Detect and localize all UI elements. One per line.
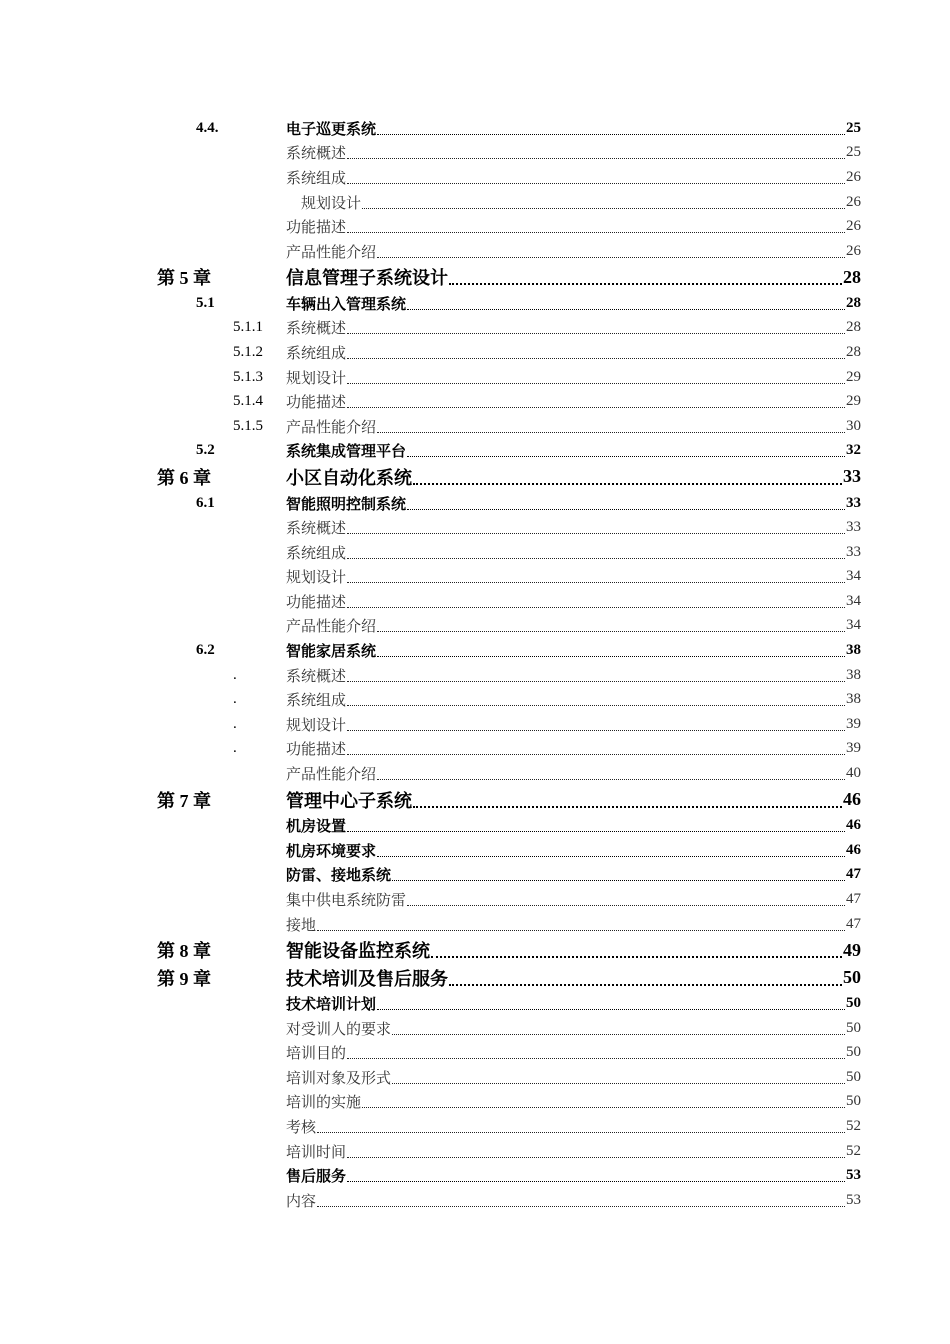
- toc-entry[interactable]: [0, 687, 950, 712]
- toc-entry-page-number: 53: [846, 1191, 861, 1208]
- toc-entry-title: 系统概述: [286, 146, 347, 163]
- toc-entry-line: [286, 863, 861, 888]
- dot-leader: [413, 806, 842, 808]
- toc-entry[interactable]: [0, 463, 950, 491]
- toc-entry-title: 培训目的: [286, 1046, 347, 1063]
- toc-entry-title: 功能描述: [286, 594, 347, 611]
- toc-entry-number: 5.1.5: [233, 417, 263, 434]
- toc-entry[interactable]: [0, 165, 950, 190]
- toc-entry-number: 6.1: [196, 494, 215, 511]
- toc-entry-number: 5.1.4: [233, 393, 263, 410]
- dot-leader: [377, 856, 845, 857]
- dot-leader: [392, 1034, 845, 1035]
- toc-entry-page-number: 38: [846, 666, 861, 683]
- toc-entry-number: 第 5 章: [157, 268, 211, 289]
- toc-entry-page-number: 34: [846, 592, 861, 609]
- toc-entry-page-number: 26: [846, 242, 861, 259]
- dot-leader: [347, 358, 845, 359]
- toc-entry-title: 系统组成: [286, 170, 347, 187]
- toc-entry-number: 5.1.1: [233, 319, 263, 336]
- toc-entry-title: 集中供电系统防雷: [286, 892, 407, 909]
- toc-entry-page-number: 47: [846, 890, 861, 907]
- toc-entry-title: 功能描述: [286, 395, 347, 412]
- toc-entry-number: 5.1.2: [233, 344, 263, 361]
- toc-entry-line: [286, 389, 861, 414]
- toc-entry-line: [286, 1041, 861, 1066]
- toc-entry-line: [286, 638, 861, 663]
- dot-leader: [347, 607, 845, 608]
- toc-entry[interactable]: [0, 991, 950, 1016]
- toc-entry-page-number: 28: [846, 344, 861, 361]
- toc-entry[interactable]: [0, 141, 950, 166]
- toc-entry[interactable]: [0, 365, 950, 390]
- table-of-contents: [0, 116, 950, 1213]
- toc-entry-page-number: 47: [846, 915, 861, 932]
- dot-leader: [392, 880, 845, 881]
- toc-entry-page-number: 50: [846, 1019, 861, 1036]
- toc-entry-line: [286, 786, 861, 814]
- dot-leader: [347, 333, 845, 334]
- toc-entry[interactable]: [0, 1065, 950, 1090]
- toc-entry-page-number: 28: [843, 266, 861, 287]
- toc-entry-title: 机房环境要求: [286, 843, 377, 860]
- toc-entry-number: .: [233, 666, 237, 683]
- toc-entry[interactable]: [0, 964, 950, 992]
- toc-entry-line: [286, 515, 861, 540]
- toc-entry-page-number: 46: [843, 789, 861, 810]
- toc-entry-line: [286, 614, 861, 639]
- toc-entry-line: [286, 165, 861, 190]
- dot-leader: [347, 1181, 845, 1182]
- toc-entry-page-number: 33: [846, 519, 861, 536]
- dot-leader: [347, 533, 845, 534]
- toc-entry-title: 车辆出入管理系统: [286, 296, 407, 313]
- dot-leader: [392, 1083, 845, 1084]
- toc-entry[interactable]: [0, 663, 950, 688]
- toc-entry-number: 5.1: [196, 294, 215, 311]
- toc-entry-line: [286, 1163, 861, 1188]
- dot-leader: [407, 456, 845, 457]
- toc-entry[interactable]: [0, 887, 950, 912]
- toc-entry-page-number: 38: [846, 691, 861, 708]
- toc-entry-line: [286, 838, 861, 863]
- dot-leader: [317, 930, 845, 931]
- toc-entry-number: .: [233, 740, 237, 757]
- toc-entry-page-number: 25: [846, 119, 861, 136]
- dot-leader: [347, 1157, 845, 1158]
- toc-entry[interactable]: [0, 540, 950, 565]
- toc-entry-title: 小区自动化系统: [286, 467, 412, 488]
- dot-leader: [377, 631, 845, 632]
- toc-entry[interactable]: [0, 291, 950, 316]
- dot-leader: [347, 754, 845, 755]
- toc-entry-title: 机房设置: [286, 819, 347, 836]
- toc-entry-page-number: 50: [846, 1093, 861, 1110]
- toc-entry-page-number: 30: [846, 417, 861, 434]
- toc-entry-line: [286, 340, 861, 365]
- toc-entry-line: [286, 463, 861, 491]
- toc-entry-title: 电子巡更系统: [286, 121, 377, 138]
- toc-entry[interactable]: [0, 515, 950, 540]
- toc-entry-title: 系统概述: [286, 668, 347, 685]
- toc-entry-title: 对受训人的要求: [286, 1021, 392, 1038]
- toc-entry[interactable]: [0, 389, 950, 414]
- toc-entry-page-number: 32: [846, 442, 861, 459]
- toc-entry-page-number: 53: [846, 1167, 861, 1184]
- toc-entry-number: 6.2: [196, 642, 215, 659]
- toc-entry-title: 防雷、接地系统: [286, 868, 392, 885]
- toc-entry-number: 第 8 章: [157, 941, 211, 962]
- toc-entry-page-number: 34: [846, 568, 861, 585]
- dot-leader: [347, 582, 845, 583]
- toc-entry-title: 系统组成: [286, 693, 347, 710]
- toc-entry-title: 系统概述: [286, 521, 347, 538]
- dot-leader: [362, 208, 845, 209]
- toc-entry-line: [286, 264, 861, 292]
- toc-entry-line: [286, 663, 861, 688]
- toc-entry[interactable]: [0, 1188, 950, 1213]
- toc-entry-line: [286, 491, 861, 516]
- toc-entry[interactable]: [0, 316, 950, 341]
- dot-leader: [347, 1058, 845, 1059]
- dot-leader: [377, 257, 845, 258]
- toc-entry-title: 接地: [286, 917, 317, 934]
- toc-entry-title: 产品性能介绍: [286, 767, 377, 784]
- toc-entry[interactable]: [0, 786, 950, 814]
- dot-leader: [347, 383, 845, 384]
- dot-leader: [362, 1107, 845, 1108]
- toc-entry-line: [286, 540, 861, 565]
- dot-leader: [407, 309, 845, 310]
- dot-leader: [317, 1132, 845, 1133]
- toc-entry-line: [286, 1188, 861, 1213]
- toc-entry-line: [286, 1114, 861, 1139]
- toc-entry-title: 管理中心子系统: [286, 790, 412, 811]
- toc-entry-line: [286, 761, 861, 786]
- toc-entry-page-number: 33: [843, 466, 861, 487]
- dot-leader: [413, 483, 842, 485]
- toc-entry-page-number: 52: [846, 1118, 861, 1135]
- toc-entry-title: 规划设计: [286, 717, 347, 734]
- toc-entry-line: [286, 1065, 861, 1090]
- toc-entry-page-number: 39: [846, 740, 861, 757]
- toc-entry-page-number: 46: [846, 817, 861, 834]
- toc-entry-line: [286, 813, 861, 838]
- toc-entry-title: 系统组成: [286, 346, 347, 363]
- toc-entry-page-number: 50: [843, 967, 861, 988]
- toc-entry-number: 第 7 章: [157, 790, 211, 811]
- toc-entry-title: 信息管理子系统设计: [286, 268, 448, 289]
- toc-entry-title: 系统集成管理平台: [286, 444, 407, 461]
- toc-entry-page-number: 49: [843, 939, 861, 960]
- toc-entry-page-number: 26: [846, 168, 861, 185]
- toc-entry-title: 产品性能介绍: [286, 244, 377, 261]
- toc-entry-title: 技术培训及售后服务: [286, 968, 448, 989]
- toc-entry[interactable]: [0, 239, 950, 264]
- toc-entry-number: .: [233, 715, 237, 732]
- dot-leader: [407, 509, 845, 510]
- toc-entry[interactable]: [0, 1016, 950, 1041]
- toc-entry-title: 产品性能介绍: [286, 419, 377, 436]
- toc-entry-page-number: 29: [846, 368, 861, 385]
- toc-entry-line: [286, 887, 861, 912]
- toc-entry-line: [286, 214, 861, 239]
- toc-entry-title: 考核: [286, 1120, 317, 1137]
- toc-entry-page-number: 26: [846, 218, 861, 235]
- toc-entry-number: 4.4.: [196, 119, 219, 136]
- toc-entry-page-number: 39: [846, 715, 861, 732]
- toc-entry-line: [286, 912, 861, 937]
- toc-entry[interactable]: [0, 761, 950, 786]
- toc-entry-line: [286, 687, 861, 712]
- toc-entry[interactable]: [0, 565, 950, 590]
- toc-entry[interactable]: [0, 614, 950, 639]
- toc-entry[interactable]: [0, 638, 950, 663]
- toc-entry[interactable]: [0, 1139, 950, 1164]
- toc-entry[interactable]: [0, 1114, 950, 1139]
- toc-entry-page-number: 50: [846, 1044, 861, 1061]
- toc-entry[interactable]: [0, 1041, 950, 1066]
- toc-entry-page-number: 50: [846, 1068, 861, 1085]
- toc-entry-title: 培训时间: [286, 1144, 347, 1161]
- dot-leader: [347, 232, 845, 233]
- toc-entry-line: [286, 565, 861, 590]
- toc-entry-number: 5.2: [196, 442, 215, 459]
- toc-entry-title: 系统概述: [286, 321, 347, 338]
- toc-entry-number: 5.1.3: [233, 368, 263, 385]
- toc-entry-title: 技术培训计划: [286, 997, 377, 1014]
- toc-entry-page-number: 33: [846, 543, 861, 560]
- dot-leader: [377, 1009, 845, 1010]
- toc-entry-title: 功能描述: [286, 742, 347, 759]
- toc-entry[interactable]: [0, 190, 950, 215]
- toc-entry[interactable]: [0, 1163, 950, 1188]
- dot-leader: [377, 656, 845, 657]
- toc-entry-line: [286, 190, 861, 215]
- toc-entry-page-number: 28: [846, 294, 861, 311]
- toc-entry-page-number: 28: [846, 319, 861, 336]
- toc-entry-title: 智能家居系统: [286, 644, 377, 661]
- toc-entry[interactable]: [0, 863, 950, 888]
- toc-entry-line: [286, 991, 861, 1016]
- toc-entry-title: 内容: [286, 1193, 317, 1210]
- toc-entry-line: [286, 316, 861, 341]
- toc-entry[interactable]: [0, 936, 950, 964]
- toc-entry-page-number: 33: [846, 494, 861, 511]
- toc-entry[interactable]: [0, 813, 950, 838]
- dot-leader: [317, 1206, 845, 1207]
- toc-entry-line: [286, 712, 861, 737]
- toc-entry-line: [286, 1016, 861, 1041]
- toc-entry[interactable]: [0, 912, 950, 937]
- toc-entry-number: 第 6 章: [157, 467, 211, 488]
- toc-entry-line: [286, 141, 861, 166]
- toc-entry-page-number: 26: [846, 193, 861, 210]
- dot-leader: [347, 158, 845, 159]
- toc-entry-title: 智能照明控制系统: [286, 496, 407, 513]
- toc-entry-line: [286, 365, 861, 390]
- dot-leader: [377, 134, 845, 135]
- toc-entry[interactable]: [0, 414, 950, 439]
- toc-entry-title: 培训的实施: [286, 1095, 362, 1112]
- dot-leader: [347, 407, 845, 408]
- dot-leader: [347, 831, 845, 832]
- toc-entry-number: .: [233, 691, 237, 708]
- toc-entry-line: [286, 1090, 861, 1115]
- toc-entry-line: [286, 291, 861, 316]
- toc-entry-title: 智能设备监控系统: [286, 941, 430, 962]
- dot-leader: [347, 183, 845, 184]
- toc-entry[interactable]: [0, 712, 950, 737]
- toc-entry-title: 产品性能介绍: [286, 619, 377, 636]
- toc-entry[interactable]: [0, 589, 950, 614]
- toc-entry-line: [286, 936, 861, 964]
- dot-leader: [377, 779, 845, 780]
- toc-entry[interactable]: [0, 264, 950, 292]
- toc-entry[interactable]: [0, 340, 950, 365]
- toc-entry-page-number: 29: [846, 393, 861, 410]
- toc-entry[interactable]: [0, 116, 950, 141]
- toc-entry-line: [286, 737, 861, 762]
- toc-entry-page-number: 40: [846, 765, 861, 782]
- toc-entry-page-number: 46: [846, 841, 861, 858]
- dot-leader: [449, 283, 842, 285]
- dot-leader: [347, 705, 845, 706]
- toc-entry-page-number: 38: [846, 642, 861, 659]
- toc-entry-line: [286, 589, 861, 614]
- dot-leader: [407, 905, 845, 906]
- toc-entry-page-number: 47: [846, 866, 861, 883]
- toc-entry-number: 第 9 章: [157, 968, 211, 989]
- dot-leader: [377, 432, 845, 433]
- toc-entry[interactable]: [0, 737, 950, 762]
- toc-entry-line: [286, 964, 861, 992]
- toc-entry-line: [286, 239, 861, 264]
- toc-entry-line: [286, 116, 861, 141]
- toc-entry-page-number: 50: [846, 995, 861, 1012]
- toc-entry-title: 功能描述: [286, 220, 347, 237]
- toc-entry-page-number: 34: [846, 617, 861, 634]
- toc-entry-title: 规划设计: [286, 570, 347, 587]
- dot-leader: [347, 681, 845, 682]
- toc-entry[interactable]: [0, 214, 950, 239]
- toc-entry-title: 培训对象及形式: [286, 1070, 392, 1087]
- toc-entry[interactable]: [0, 491, 950, 516]
- toc-entry-title: 售后服务: [286, 1169, 347, 1186]
- toc-entry-page-number: 52: [846, 1142, 861, 1159]
- dot-leader: [347, 558, 845, 559]
- toc-entry[interactable]: [0, 838, 950, 863]
- toc-entry-page-number: 25: [846, 144, 861, 161]
- toc-entry-line: [286, 1139, 861, 1164]
- toc-entry-title: 规划设计: [301, 195, 362, 212]
- toc-entry-title: 系统组成: [286, 545, 347, 562]
- dot-leader: [347, 730, 845, 731]
- toc-entry-line: [286, 414, 861, 439]
- toc-entry[interactable]: [0, 1090, 950, 1115]
- dot-leader: [431, 956, 842, 958]
- dot-leader: [449, 984, 842, 986]
- toc-entry-title: 规划设计: [286, 370, 347, 387]
- toc-entry-line: [286, 439, 861, 464]
- toc-entry[interactable]: [0, 439, 950, 464]
